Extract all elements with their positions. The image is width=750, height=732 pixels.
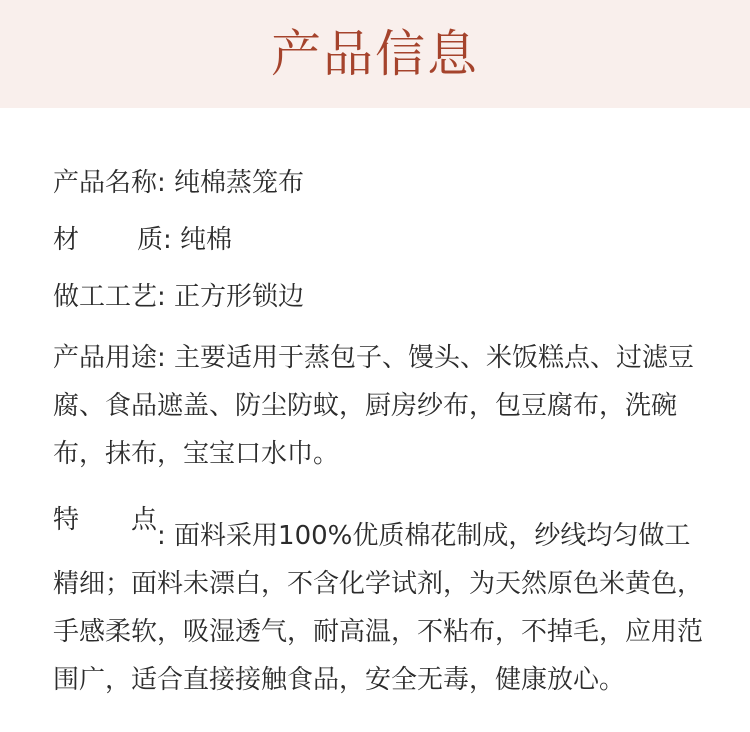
- info-row-material: [53, 220, 713, 260]
- info-row-usage: [53, 334, 713, 478]
- product-info-list: [53, 163, 713, 704]
- info-label-char: 点: [130, 505, 157, 535]
- info-label: 产品用途: [53, 343, 158, 373]
- info-label: 产品名称: [53, 168, 158, 198]
- info-separator: :: [157, 521, 166, 551]
- info-value: 纯棉: [180, 225, 233, 255]
- info-separator: :: [163, 225, 172, 255]
- info-label: [53, 496, 157, 544]
- info-label-char: 特: [53, 505, 80, 535]
- info-separator: :: [157, 343, 166, 373]
- info-separator: :: [157, 168, 166, 198]
- info-row-name: [53, 163, 713, 203]
- info-label: 做工工艺: [53, 282, 158, 312]
- info-row-craft: [53, 277, 713, 317]
- info-separator: :: [157, 282, 166, 312]
- info-value: 纯棉蒸笼布: [174, 168, 305, 198]
- info-value: 正方形锁边: [174, 282, 305, 312]
- info-value: 面料采用100%优质棉花制成，纱线均匀做工精细；面料未漂白，不含化学试剂，为天然原色米黄色，手感柔软，吸湿透气，耐高温，不粘布，不掉毛，应用范围广，适合直接接触食品，安全无毒，健康放心。: [53, 521, 704, 695]
- page-title: 产品信息: [271, 25, 479, 83]
- info-value: 主要适用于蒸包子、馒头、米饭糕点、过滤豆腐、食品遮盖、防尘防蚊，厨房纱布，包豆腐布，洗碗布，抹布，宝宝口水巾。: [53, 343, 695, 469]
- info-label-char: 材: [53, 225, 80, 255]
- info-label: [53, 220, 163, 260]
- info-label-char: 质: [136, 225, 163, 255]
- header-banner: [0, 0, 750, 108]
- info-row-features: [53, 496, 713, 704]
